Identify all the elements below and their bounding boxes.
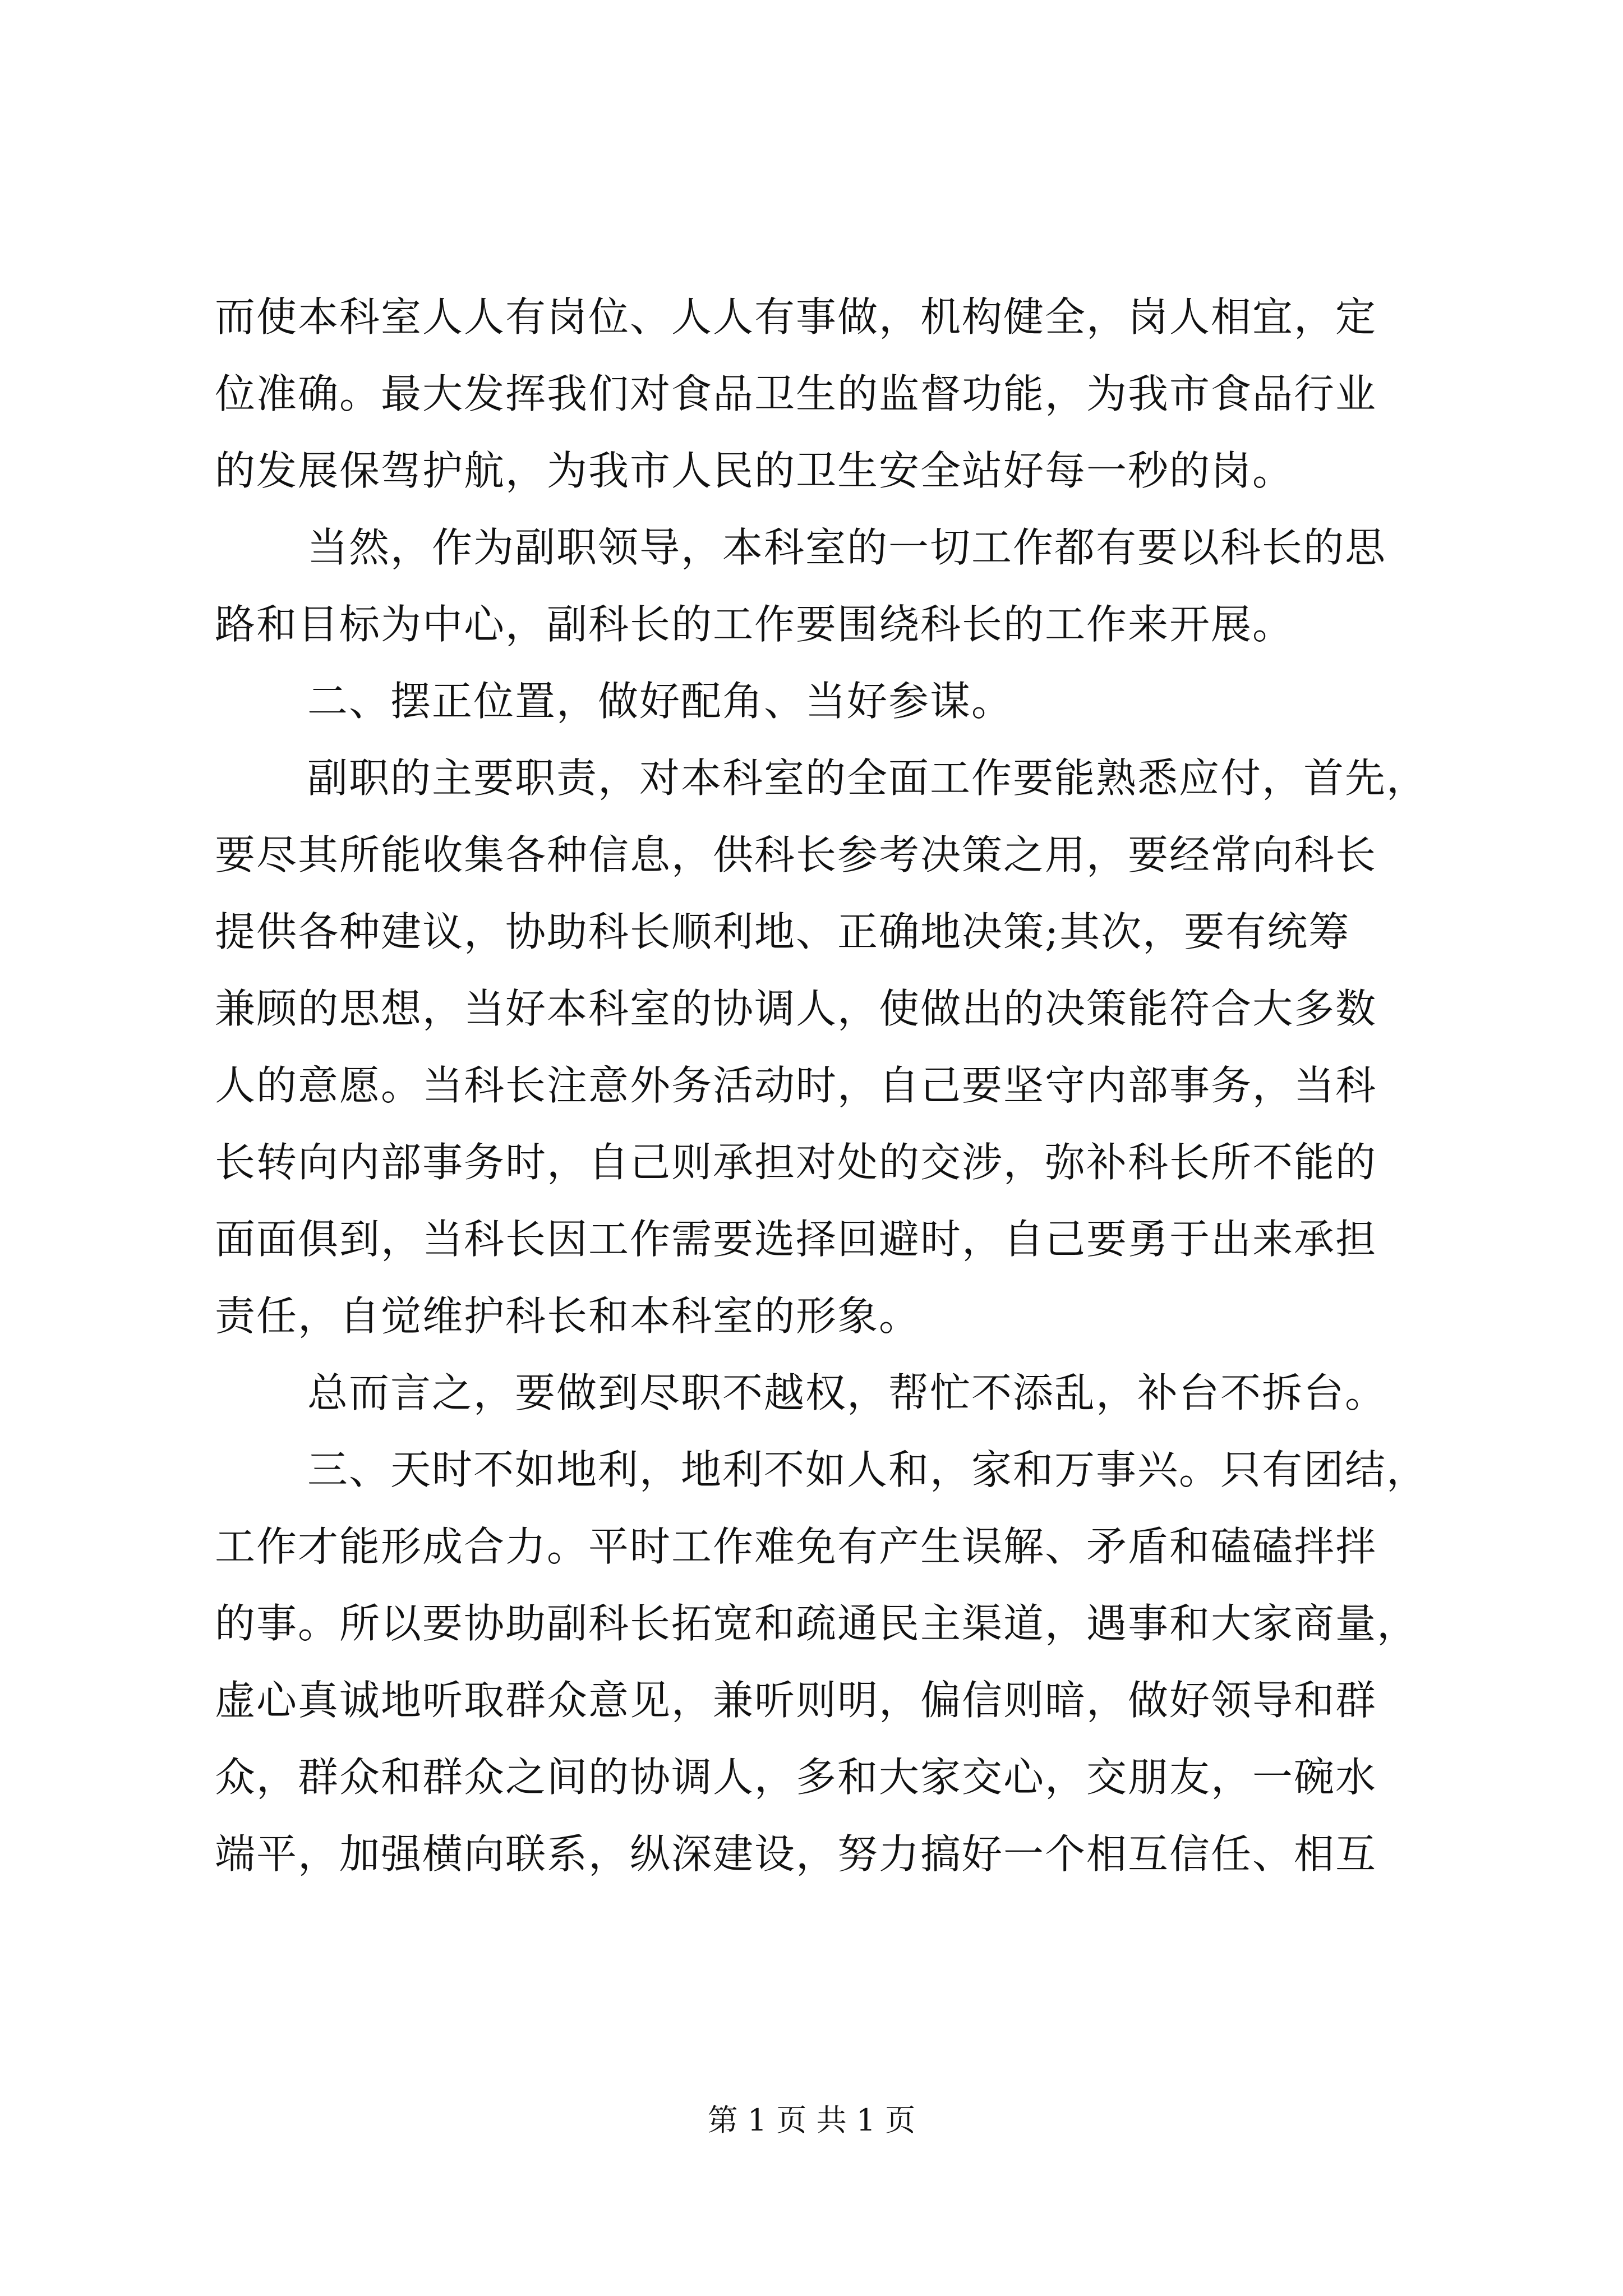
text-line: 众，群众和群众之间的协调人，多和大家交心，交朋友，一碗水 [215, 1754, 1377, 1801]
text-line: 要尽其所能收集各种信息，供科长参考决策之用，要经常向科长 [215, 831, 1377, 878]
text-line: 长转向内部事务时，自己则承担对处的交涉，弥补科长所不能的 [215, 1139, 1377, 1186]
text-line: 位准确。最大发挥我们对食品卫生的监督功能，为我市食品行业 [215, 370, 1377, 417]
section-heading: 二、摆正位置，做好配角、当好参谋。 [307, 678, 1013, 725]
text-line: 人的意愿。当科长注意外务活动时，自己要坚守内部事务，当科 [215, 1062, 1377, 1109]
section-heading: 三、天时不如地利，地利不如人和，家和万事兴。只有团结， [307, 1446, 1428, 1493]
paragraph-first-line: 总而言之，要做到尽职不越权，帮忙不添乱，补台不拆台。 [307, 1369, 1387, 1416]
text-line: 工作才能形成合力。平时工作难免有产生误解、矛盾和磕磕拌拌 [215, 1523, 1377, 1570]
text-line: 虚心真诚地听取群众意见，兼听则明，偏信则暗，做好领导和群 [215, 1677, 1377, 1724]
text-line: 面面俱到，当科长因工作需要选择回避时，自己要勇于出来承担 [215, 1216, 1377, 1263]
text-line: 兼顾的思想，当好本科室的协调人，使做出的决策能符合大多数 [215, 985, 1377, 1032]
text-line: 的事。所以要协助副科长拓宽和疏通民主渠道，遇事和大家商量， [215, 1600, 1419, 1647]
text-line: 提供各种建议，协助科长顺利地、正确地决策;其次，要有统筹 [215, 908, 1350, 955]
paragraph-first-line: 当然，作为副职领导，本科室的一切工作都有要以科长的思 [307, 524, 1387, 571]
text-line: 的发展保驾护航，为我市人民的卫生安全站好每一秒的岗。 [215, 447, 1294, 494]
text-line: 责任，自觉维护科长和本科室的形象。 [215, 1292, 921, 1340]
text-line: 端平，加强横向联系，纵深建设，努力搞好一个相互信任、相互 [215, 1830, 1377, 1878]
text-line: 而使本科室人人有岗位、人人有事做，机构健全，岗人相宜，定 [215, 293, 1377, 341]
paragraph-first-line: 副职的主要职责，对本科室的全面工作要能熟悉应付，首先， [307, 754, 1428, 802]
text-line: 路和目标为中心，副科长的工作要围绕科长的工作来开展。 [215, 601, 1294, 648]
page-footer: 第 1 页 共 1 页 [707, 2102, 916, 2138]
